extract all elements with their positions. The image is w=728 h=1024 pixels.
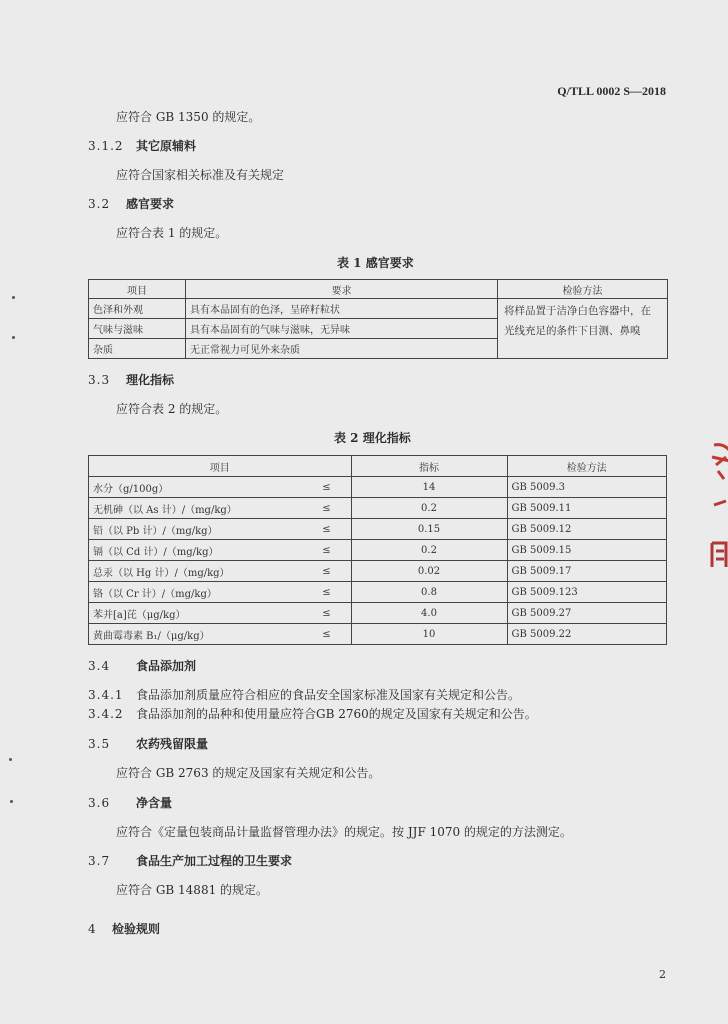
section-title: 其它原辅料 (136, 139, 197, 153)
symbol-cell: ≤ (303, 624, 352, 645)
item-cell: 铅（以 Pb 计）/（mg/kg） (89, 519, 303, 540)
symbol-cell: ≤ (303, 519, 352, 540)
table-row (89, 603, 667, 624)
scan-speck (12, 336, 15, 339)
scan-speck (9, 758, 12, 761)
table-header-row (89, 456, 667, 477)
method-cell: GB 5009.3 (507, 477, 667, 498)
section-number: 3.2 (88, 197, 111, 211)
table-cell: 无正常视力可见外来杂质 (186, 339, 498, 359)
section-4-heading (88, 920, 160, 937)
section-number: 3.1.2 (88, 139, 124, 153)
item-cell: 总汞（以 Hg 计）/（mg/kg） (89, 561, 303, 582)
section-number: 3.5 (88, 737, 111, 751)
section-title: 食品添加剂 (136, 659, 197, 673)
method-cell: 将样品置于洁净白色容器中，在光线充足的条件下目测、鼻嗅 (498, 299, 668, 359)
table-row (89, 561, 667, 582)
section-3-5-heading (88, 735, 208, 752)
item-cell: 苯并[a]芘（μg/kg） (89, 603, 303, 624)
item-cell: 镉（以 Cd 计）/（mg/kg） (89, 540, 303, 561)
section-3-1-2-heading (88, 137, 196, 154)
item-cell: 无机砷（以 As 计）/（mg/kg） (89, 498, 303, 519)
table-cell: 色泽和外观 (89, 299, 186, 319)
table1-caption: 表 1 感官要求 (337, 256, 414, 270)
symbol-cell: ≤ (303, 498, 352, 519)
value-cell: 4.0 (351, 603, 507, 624)
section-number: 3.6 (88, 796, 111, 810)
section-text: 食品添加剂质量应符合相应的食品安全国家标准及国家有关规定和公告。 (136, 688, 521, 702)
section-3-3-heading (88, 371, 174, 388)
column-header: 指标 (351, 456, 507, 477)
column-header: 项目 (89, 280, 186, 299)
section-3-1-2-text: 应符合国家相关标准及有关规定 (116, 168, 285, 182)
section-title: 理化指标 (126, 373, 175, 387)
item-cell: 铬（以 Cr 计）/（mg/kg） (89, 582, 303, 603)
item-cell: 水分（g/100g） (89, 477, 303, 498)
section-3-5-text: 应符合 GB 2763 的规定及国家有关规定和公告。 (116, 766, 381, 780)
method-cell: GB 5009.22 (507, 624, 667, 645)
symbol-cell: ≤ (303, 540, 352, 561)
section-3-2-heading (88, 195, 174, 212)
table-row (89, 498, 667, 519)
page-number: 2 (659, 968, 666, 981)
section-title: 净含量 (136, 796, 173, 810)
table-cell: 具有本品固有的色泽，呈碎籽粒状 (186, 299, 498, 319)
section-number: 3.4 (88, 659, 111, 673)
method-cell: GB 5009.12 (507, 519, 667, 540)
value-cell: 10 (351, 624, 507, 645)
table-row (89, 582, 667, 603)
red-seal-stamp-fragment (700, 435, 728, 575)
column-header: 检验方法 (507, 456, 667, 477)
section-3-7-text: 应符合 GB 14881 的规定。 (116, 883, 269, 897)
value-cell: 0.8 (351, 582, 507, 603)
section-3-4-2 (88, 705, 537, 722)
value-cell: 14 (351, 477, 507, 498)
scan-speck (10, 800, 13, 803)
table-header-row (89, 280, 668, 299)
symbol-cell: ≤ (303, 477, 352, 498)
item-cell: 黄曲霉毒素 B₁/（μg/kg） (89, 624, 303, 645)
table-cell: 具有本品固有的气味与滋味，无异味 (186, 319, 498, 339)
table-cell: 气味与滋味 (89, 319, 186, 339)
section-number: 3.3 (88, 373, 111, 387)
value-cell: 0.2 (351, 498, 507, 519)
section-title: 检验规则 (112, 922, 161, 936)
section-number: 3.7 (88, 854, 111, 868)
method-cell: GB 5009.27 (507, 603, 667, 624)
section-title: 农药残留限量 (136, 737, 209, 751)
section-title: 感官要求 (126, 197, 175, 211)
table-row (89, 540, 667, 561)
column-header: 要求 (186, 280, 498, 299)
section-3-7-heading (88, 852, 292, 869)
method-cell: GB 5009.15 (507, 540, 667, 561)
section-text: 食品添加剂的品种和使用量应符合GB 2760的规定及国家有关规定和公告。 (136, 707, 537, 721)
section-number: 3.4.2 (88, 707, 124, 721)
section-3-6-heading (88, 794, 172, 811)
section-3-4-heading (88, 657, 196, 674)
section-number: 3.4.1 (88, 688, 124, 702)
value-cell: 0.15 (351, 519, 507, 540)
section-3-3-text: 应符合表 2 的规定。 (116, 402, 228, 416)
method-cell: GB 5009.17 (507, 561, 667, 582)
section-number: 4 (88, 922, 97, 936)
symbol-cell: ≤ (303, 582, 352, 603)
table-row (89, 477, 667, 498)
section-3-2-text: 应符合表 1 的规定。 (116, 226, 228, 240)
value-cell: 0.02 (351, 561, 507, 582)
section-3-4-1 (88, 686, 520, 703)
column-header: 项目 (89, 456, 352, 477)
table2-caption: 表 2 理化指标 (334, 431, 411, 445)
gb1350-text: 应符合 GB 1350 的规定。 (116, 110, 261, 124)
section-title: 食品生产加工过程的卫生要求 (136, 854, 293, 868)
table-row (89, 519, 667, 540)
symbol-cell: ≤ (303, 561, 352, 582)
physicochemical-table (88, 455, 667, 645)
value-cell: 0.2 (351, 540, 507, 561)
sensory-requirements-table (88, 279, 668, 359)
table-cell: 杂质 (89, 339, 186, 359)
document-code: Q/TLL 0002 S—2018 (557, 84, 666, 98)
section-3-6-text: 应符合《定量包装商品计量监督管理办法》的规定。按 JJF 1070 的规定的方法测定。 (116, 825, 572, 839)
column-header: 检验方法 (498, 280, 668, 299)
scan-speck (12, 296, 15, 299)
table-row (89, 624, 667, 645)
table-row (89, 299, 668, 319)
symbol-cell: ≤ (303, 603, 352, 624)
method-cell: GB 5009.11 (507, 498, 667, 519)
method-cell: GB 5009.123 (507, 582, 667, 603)
